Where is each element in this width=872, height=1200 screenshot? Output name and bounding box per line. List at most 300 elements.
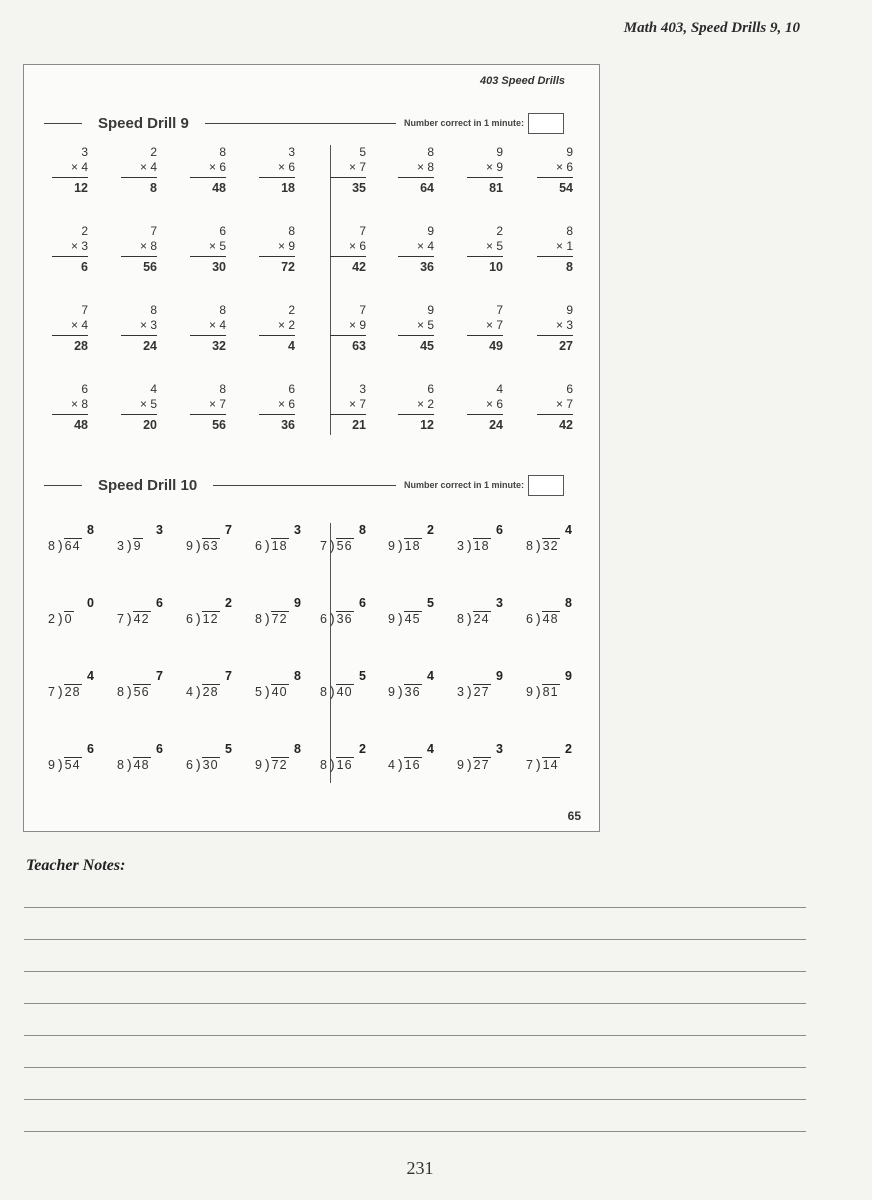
factor-bottom-value: 4 (427, 239, 434, 253)
note-line[interactable] (24, 1035, 806, 1036)
dividend: 64 (64, 539, 81, 553)
factor-top: 8 (150, 303, 157, 317)
factor-bottom (398, 239, 434, 257)
factor-bottom (259, 318, 295, 336)
dividend: 42 (133, 612, 150, 626)
drill10-number-correct-label: Number correct in 1 minute: (403, 480, 524, 490)
multiplication-problem (330, 303, 366, 354)
drill9-number-correct-label: Number correct in 1 minute: (403, 118, 524, 128)
divisor: 7 (320, 539, 328, 553)
quotient-answer: 3 (156, 523, 163, 537)
division-bracket: ) (535, 537, 542, 553)
multiplication-problem (330, 145, 366, 196)
multiplication-problem (190, 145, 226, 196)
times-sign: × (555, 397, 567, 411)
division-body (388, 757, 422, 772)
division-bracket: ) (57, 537, 64, 553)
division-bracket: ) (126, 756, 133, 772)
division-problem (48, 523, 108, 559)
factor-bottom-value: 7 (496, 318, 503, 332)
multiplication-problem (121, 224, 157, 275)
product-answer: 4 (288, 339, 295, 353)
division-body (526, 684, 560, 699)
factor-bottom-value: 6 (288, 397, 295, 411)
multiplication-problem (398, 224, 434, 275)
division-bracket: ) (57, 756, 64, 772)
drill9-title-row (44, 111, 564, 135)
title-rule (44, 485, 82, 486)
times-sign: × (70, 397, 82, 411)
division-problem (457, 596, 517, 632)
factor-bottom (467, 160, 503, 178)
dividend: 16 (336, 758, 353, 772)
multiplication-problem (52, 224, 88, 275)
factor-bottom (52, 160, 88, 178)
division-problem (457, 669, 517, 705)
dividend: 36 (336, 612, 353, 626)
division-bracket: ) (329, 610, 336, 626)
divisor: 7 (526, 758, 534, 772)
times-sign: × (277, 397, 289, 411)
factor-top: 4 (150, 382, 157, 396)
factor-bottom-value: 4 (150, 160, 157, 174)
times-sign: × (416, 160, 428, 174)
factor-top: 9 (566, 145, 573, 159)
factor-bottom-value: 1 (566, 239, 573, 253)
dividend: 0 (64, 612, 73, 626)
note-line[interactable] (24, 1131, 806, 1132)
multiplication-problem (330, 224, 366, 275)
multiplication-problem (259, 382, 295, 433)
product-answer: 10 (489, 260, 503, 274)
times-sign: × (208, 239, 220, 253)
times-sign: × (139, 160, 151, 174)
product-answer: 49 (489, 339, 503, 353)
quotient-answer: 3 (294, 523, 301, 537)
times-sign: × (485, 160, 497, 174)
quotient-answer: 2 (225, 596, 232, 610)
factor-top: 3 (81, 145, 88, 159)
multiplication-problem (52, 382, 88, 433)
drill10-score-box[interactable] (528, 475, 564, 496)
factor-top: 6 (566, 382, 573, 396)
division-body (117, 684, 151, 699)
division-problem (186, 669, 246, 705)
times-sign: × (277, 239, 289, 253)
factor-bottom (52, 239, 88, 257)
division-bracket: ) (195, 683, 202, 699)
division-problem (186, 742, 246, 778)
product-answer: 12 (74, 181, 88, 195)
divisor: 8 (320, 758, 328, 772)
dividend: 27 (473, 758, 490, 772)
factor-bottom-value: 6 (219, 160, 226, 174)
factor-top: 8 (219, 382, 226, 396)
drill9-grid (48, 145, 573, 435)
multiplication-problem (190, 382, 226, 433)
division-problem (457, 523, 517, 559)
product-answer: 30 (212, 260, 226, 274)
division-body (186, 684, 220, 699)
product-answer: 8 (150, 181, 157, 195)
factor-bottom-value: 5 (219, 239, 226, 253)
division-problem (320, 669, 380, 705)
factor-top: 2 (81, 224, 88, 238)
division-bracket: ) (397, 537, 404, 553)
factor-top: 8 (219, 145, 226, 159)
dividend: 48 (542, 612, 559, 626)
divisor: 8 (117, 685, 125, 699)
division-problem (526, 669, 586, 705)
division-problem (388, 669, 448, 705)
division-bracket: ) (466, 610, 473, 626)
factor-bottom (537, 397, 573, 415)
divisor: 6 (186, 758, 194, 772)
division-body (186, 611, 220, 626)
drill9-row (48, 303, 573, 373)
teacher-notes-label: Teacher Notes: (26, 857, 126, 874)
quotient-answer: 2 (427, 523, 434, 537)
dividend: 45 (404, 612, 421, 626)
product-answer: 48 (74, 418, 88, 432)
divisor: 7 (48, 685, 56, 699)
dividend: 18 (404, 539, 421, 553)
division-body (320, 684, 354, 699)
division-body (457, 757, 491, 772)
division-body (457, 684, 491, 699)
quotient-answer: 8 (87, 523, 94, 537)
division-body (255, 757, 289, 772)
times-sign: × (139, 397, 151, 411)
quotient-answer: 6 (87, 742, 94, 756)
division-problem (388, 596, 448, 632)
multiplication-problem (52, 303, 88, 354)
divisor: 6 (320, 612, 328, 626)
times-sign: × (70, 160, 82, 174)
divisor: 9 (255, 758, 263, 772)
division-problem (186, 523, 246, 559)
times-sign: × (555, 160, 567, 174)
drill9-row (48, 382, 573, 452)
product-answer: 27 (559, 339, 573, 353)
dividend: 40 (271, 685, 288, 699)
factor-bottom (121, 397, 157, 415)
factor-bottom (190, 160, 226, 178)
factor-bottom-value: 9 (288, 239, 295, 253)
factor-bottom-value: 8 (150, 239, 157, 253)
division-problem (255, 523, 315, 559)
factor-bottom-value: 5 (496, 239, 503, 253)
factor-top: 8 (566, 224, 573, 238)
division-problem (320, 523, 380, 559)
drill10-row (48, 669, 588, 729)
division-bracket: ) (466, 683, 473, 699)
factor-bottom (190, 397, 226, 415)
quotient-answer: 8 (294, 669, 301, 683)
quotient-answer: 6 (359, 596, 366, 610)
quotient-answer: 9 (294, 596, 301, 610)
division-bracket: ) (466, 756, 473, 772)
multiplication-problem (259, 145, 295, 196)
factor-bottom (330, 160, 366, 178)
division-body (388, 611, 422, 626)
divisor: 8 (320, 685, 328, 699)
divisor: 6 (186, 612, 194, 626)
factor-bottom (121, 239, 157, 257)
times-sign: × (139, 239, 151, 253)
division-bracket: ) (397, 683, 404, 699)
factor-bottom-value: 3 (566, 318, 573, 332)
division-problem (117, 742, 177, 778)
factor-top: 7 (359, 224, 366, 238)
division-body (526, 538, 560, 553)
quotient-answer: 5 (427, 596, 434, 610)
divisor: 8 (117, 758, 125, 772)
factor-top: 6 (427, 382, 434, 396)
division-problem (320, 596, 380, 632)
quotient-answer: 5 (359, 669, 366, 683)
dividend: 24 (473, 612, 490, 626)
division-problem (320, 742, 380, 778)
drill10-row (48, 596, 588, 656)
quotient-answer: 9 (565, 669, 572, 683)
quotient-answer: 8 (294, 742, 301, 756)
product-answer: 24 (143, 339, 157, 353)
division-bracket: ) (264, 537, 271, 553)
dividend: 28 (202, 685, 219, 699)
times-sign: × (348, 318, 360, 332)
quotient-answer: 3 (496, 742, 503, 756)
product-answer: 24 (489, 418, 503, 432)
factor-top: 8 (427, 145, 434, 159)
multiplication-problem (52, 145, 88, 196)
multiplication-problem (537, 382, 573, 433)
division-bracket: ) (535, 610, 542, 626)
division-bracket: ) (195, 756, 202, 772)
factor-bottom-value: 4 (81, 160, 88, 174)
factor-bottom (259, 397, 295, 415)
dividend: 54 (64, 758, 81, 772)
product-answer: 21 (352, 418, 366, 432)
product-answer: 63 (352, 339, 366, 353)
division-body (117, 757, 151, 772)
note-line[interactable] (24, 1003, 806, 1004)
division-body (117, 611, 151, 626)
division-bracket: ) (264, 610, 271, 626)
factor-top: 2 (150, 145, 157, 159)
worksheet-page-number: 65 (567, 809, 581, 823)
factor-bottom (467, 318, 503, 336)
dividend: 63 (202, 539, 219, 553)
times-sign: × (139, 318, 151, 332)
division-bracket: ) (329, 756, 336, 772)
quotient-answer: 6 (496, 523, 503, 537)
dividend: 9 (133, 539, 142, 553)
factor-bottom-value: 9 (496, 160, 503, 174)
multiplication-problem (537, 303, 573, 354)
multiplication-problem (190, 224, 226, 275)
product-answer: 56 (212, 418, 226, 432)
quotient-answer: 8 (565, 596, 572, 610)
times-sign: × (208, 397, 220, 411)
division-problem (526, 596, 586, 632)
note-line[interactable] (24, 1067, 806, 1068)
product-answer: 12 (420, 418, 434, 432)
divisor: 2 (48, 612, 56, 626)
times-sign: × (348, 160, 360, 174)
divisor: 6 (526, 612, 534, 626)
division-bracket: ) (195, 537, 202, 553)
factor-bottom (537, 318, 573, 336)
factor-bottom (330, 318, 366, 336)
times-sign: × (485, 239, 497, 253)
dividend: 30 (202, 758, 219, 772)
quotient-answer: 6 (156, 742, 163, 756)
division-body (255, 611, 289, 626)
factor-top: 7 (359, 303, 366, 317)
factor-bottom-value: 7 (359, 397, 366, 411)
factor-top: 6 (81, 382, 88, 396)
product-answer: 20 (143, 418, 157, 432)
note-line[interactable] (24, 971, 806, 972)
factor-bottom (190, 318, 226, 336)
dividend: 81 (542, 685, 559, 699)
division-problem (255, 596, 315, 632)
quotient-answer: 9 (496, 669, 503, 683)
multiplication-problem (467, 382, 503, 433)
quotient-answer: 5 (225, 742, 232, 756)
product-answer: 8 (566, 260, 573, 274)
multiplication-problem (537, 145, 573, 196)
division-problem (117, 669, 177, 705)
multiplication-problem (121, 145, 157, 196)
dividend: 14 (542, 758, 559, 772)
division-body (388, 538, 422, 553)
division-bracket: ) (195, 610, 202, 626)
division-body (457, 611, 491, 626)
factor-top: 2 (288, 303, 295, 317)
factor-bottom (52, 397, 88, 415)
multiplication-problem (398, 303, 434, 354)
factor-bottom-value: 8 (427, 160, 434, 174)
product-answer: 6 (81, 260, 88, 274)
drill9-score-box[interactable] (528, 113, 564, 134)
division-bracket: ) (264, 683, 271, 699)
division-body (320, 757, 354, 772)
times-sign: × (416, 397, 428, 411)
factor-top: 5 (359, 145, 366, 159)
product-answer: 45 (420, 339, 434, 353)
factor-bottom-value: 5 (150, 397, 157, 411)
product-answer: 81 (489, 181, 503, 195)
quotient-answer: 2 (565, 742, 572, 756)
divisor: 6 (255, 539, 263, 553)
factor-bottom (398, 318, 434, 336)
division-problem (117, 596, 177, 632)
factor-bottom (259, 239, 295, 257)
factor-bottom (52, 318, 88, 336)
dividend: 12 (202, 612, 219, 626)
dividend: 56 (133, 685, 150, 699)
division-body (48, 757, 82, 772)
worksheet-header: 403 Speed Drills (480, 75, 565, 87)
divisor: 8 (255, 612, 263, 626)
divisor: 4 (388, 758, 396, 772)
multiplication-problem (330, 382, 366, 433)
division-problem (48, 742, 108, 778)
factor-bottom-value: 3 (150, 318, 157, 332)
factor-bottom-value: 7 (359, 160, 366, 174)
factor-bottom (190, 239, 226, 257)
divisor: 8 (457, 612, 465, 626)
factor-bottom (121, 160, 157, 178)
product-answer: 54 (559, 181, 573, 195)
page-header-title: Math 403, Speed Drills 9, 10 (623, 20, 800, 36)
division-body (320, 538, 354, 553)
drill9-title: Speed Drill 9 (98, 114, 189, 132)
divisor: 9 (526, 685, 534, 699)
factor-bottom-value: 5 (427, 318, 434, 332)
note-line[interactable] (24, 1099, 806, 1100)
factor-top: 4 (496, 382, 503, 396)
division-bracket: ) (535, 683, 542, 699)
factor-bottom (537, 160, 573, 178)
division-body (526, 757, 560, 772)
factor-bottom (259, 160, 295, 178)
factor-top: 2 (496, 224, 503, 238)
product-answer: 56 (143, 260, 157, 274)
multiplication-problem (467, 145, 503, 196)
note-line[interactable] (24, 939, 806, 940)
divisor: 8 (48, 539, 56, 553)
factor-bottom-value: 6 (288, 160, 295, 174)
division-body (48, 684, 82, 699)
factor-bottom-value: 3 (81, 239, 88, 253)
divisor: 3 (117, 539, 125, 553)
division-body (48, 611, 74, 626)
drill10-grid (48, 523, 572, 793)
divisor: 9 (388, 685, 396, 699)
division-body (186, 757, 220, 772)
division-body (320, 611, 354, 626)
product-answer: 42 (352, 260, 366, 274)
dividend: 72 (271, 758, 288, 772)
drill10-row (48, 523, 588, 583)
note-line[interactable] (24, 907, 806, 908)
factor-top: 6 (288, 382, 295, 396)
division-body (457, 538, 491, 553)
division-bracket: ) (466, 537, 473, 553)
quotient-answer: 0 (87, 596, 94, 610)
factor-bottom (398, 160, 434, 178)
factor-top: 3 (359, 382, 366, 396)
factor-top: 7 (150, 224, 157, 238)
drill10-row (48, 742, 588, 802)
drill9-row (48, 145, 573, 215)
dividend: 40 (336, 685, 353, 699)
factor-top: 9 (427, 224, 434, 238)
quotient-answer: 4 (427, 669, 434, 683)
factor-top: 7 (81, 303, 88, 317)
division-problem (186, 596, 246, 632)
quotient-answer: 4 (565, 523, 572, 537)
dividend: 28 (64, 685, 81, 699)
times-sign: × (348, 239, 360, 253)
drill9-row (48, 224, 573, 294)
quotient-answer: 2 (359, 742, 366, 756)
multiplication-problem (190, 303, 226, 354)
dividend: 48 (133, 758, 150, 772)
